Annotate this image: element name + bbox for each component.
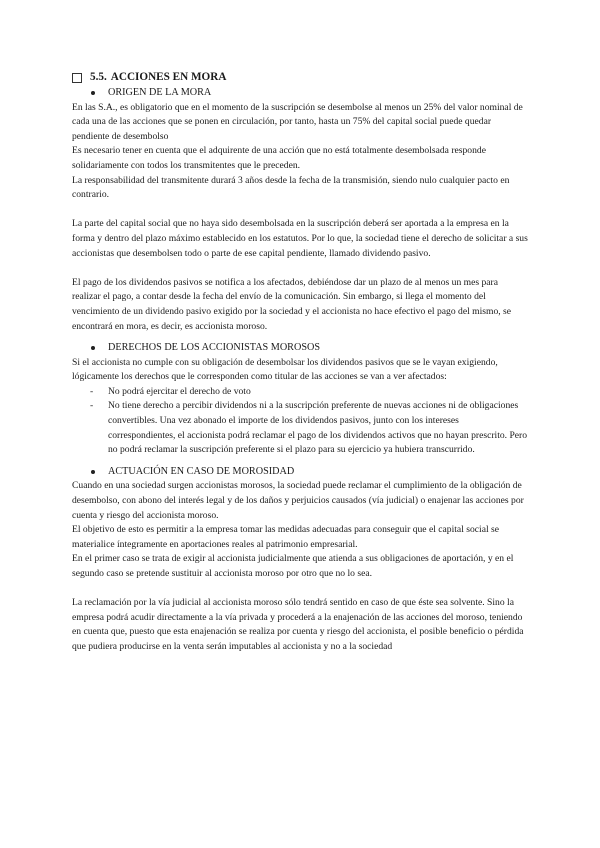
paragraph: El pago de los dividendos pasivos se notifica a los afectados, debiéndose dar un plazo de al menos un mes para realizar el pago, a contar desde la fecha del envío de la comunicación. Sin embargo, si llega el momento del vencimiento de un dividendo pasivo exigido por la sociedad y el accionista no hace efectivo el pago del mismo, se encontrará en mora, es decir, es accionista moroso. (72, 276, 512, 332)
bullet-icon (91, 470, 95, 474)
paragraph: En el primer caso se trata de exigir al accionista judicialmente que atienda a sus obligaciones de aportación, y en el segundo caso se pretende sustituir al accionista moroso por otro que no lo sea. (72, 553, 514, 579)
subheading-actuacion (72, 465, 528, 480)
paragraph: El objetivo de esto es permitir a la empresa tomar las medidas adecuadas para conseguir que el capital social se materialice íntegramente en aportaciones reales al patrimonio empresarial. (72, 524, 500, 550)
dash-marker: - (90, 385, 94, 397)
paragraph: Si el accionista no cumple con su obligación de desembolsar los dividendos pasivos que se le vayan exigiendo, lógicamente los derechos que le corresponden como titular de las acciones se van a ver afectados: (72, 356, 498, 383)
bullet-icon (91, 91, 95, 95)
subheading-origen (72, 86, 528, 101)
list-item-text: No podrá ejercitar el derecho de voto (108, 385, 251, 397)
paragraph: Cuando en una sociedad surgen accionistas morosos, la sociedad puede reclamar el cumplimiento de la obligación de desembolso, con abono del interés legal y de los daños y perjuicios causados (vía judicial) o enajenar las acciones por cuenta y riesgo del accionista moroso. (72, 480, 524, 521)
section-heading (72, 70, 528, 85)
list-item (72, 385, 528, 400)
section-number: 5.5. (90, 71, 107, 83)
paragraph: La responsabilidad del transmitente durará 3 años desde la fecha de la transmisión, siendo nulo cualquier pacto en contrario. (72, 174, 510, 201)
checkbox-icon (72, 73, 82, 83)
subheading-derechos-label: DERECHOS DE LOS ACCIONISTAS MOROSOS (108, 342, 321, 354)
document-page (72, 70, 528, 655)
paragraph: La parte del capital social que no haya sido desembolsada en la suscripción deberá ser aportada a la empresa en la forma y dentro del plazo máximo establecido en los estatutos. Por lo que, la sociedad tiene el derecho de solicitar a sus accionistas que desembolsen todo o parte de ese capital pendiente, llamado dividendo pasivo. (72, 218, 528, 259)
dash-list (72, 385, 528, 458)
bullet-icon (91, 346, 95, 350)
section-title: ACCIONES EN MORA (110, 71, 227, 83)
subheading-actuacion-label: ACTUACIÓN EN CASO DE MOROSIDAD (108, 465, 295, 477)
paragraph: En las S.A., es obligatorio que en el momento de la suscripción se desembolse al menos un 25% del valor nominal de cada una de las acciones que se ponen en circulación, por tanto, hasta un 75% del capital social puede quedar pendiente de desembolso (72, 101, 523, 142)
dash-marker: - (90, 400, 94, 412)
paragraph: La reclamación por la vía judicial al accionista moroso sólo tendrá sentido en caso de que éste sea solvente. Sino la empresa podrá acudir directamente a la vía privada y procederá a la enajenación de las acciones del moroso, teniendo en cuenta que, puesto que esta enajenación se realiza por cuenta y riesgo del accionista, el posible beneficio o pérdida que pudiera producirse en la venta serán imputables al accionista y no a la sociedad (72, 597, 524, 652)
list-item-text: No tiene derecho a percibir dividendos ni a la suscripción preferente de nuevas acciones ni de obligaciones convertibles. Una vez abonado el importe de los dividendos pasivos, junto con los intereses correspondientes, el accionista podrá reclamar el pago de los dividendos activos que no hayan prescrito. Pero no podrá reclamar la suscripción preferente si el plazo para su ejercicio ya hubiera transcurrido. (108, 400, 528, 456)
list-item (72, 399, 528, 457)
subheading-origen-label: ORIGEN DE LA MORA (108, 87, 212, 98)
paragraph: Es necesario tener en cuenta que el adquirente de una acción que no está totalmente desembolsada responde solidariamente con todos los transmitentes que le preceden. (72, 145, 486, 171)
subheading-derechos (72, 341, 528, 356)
